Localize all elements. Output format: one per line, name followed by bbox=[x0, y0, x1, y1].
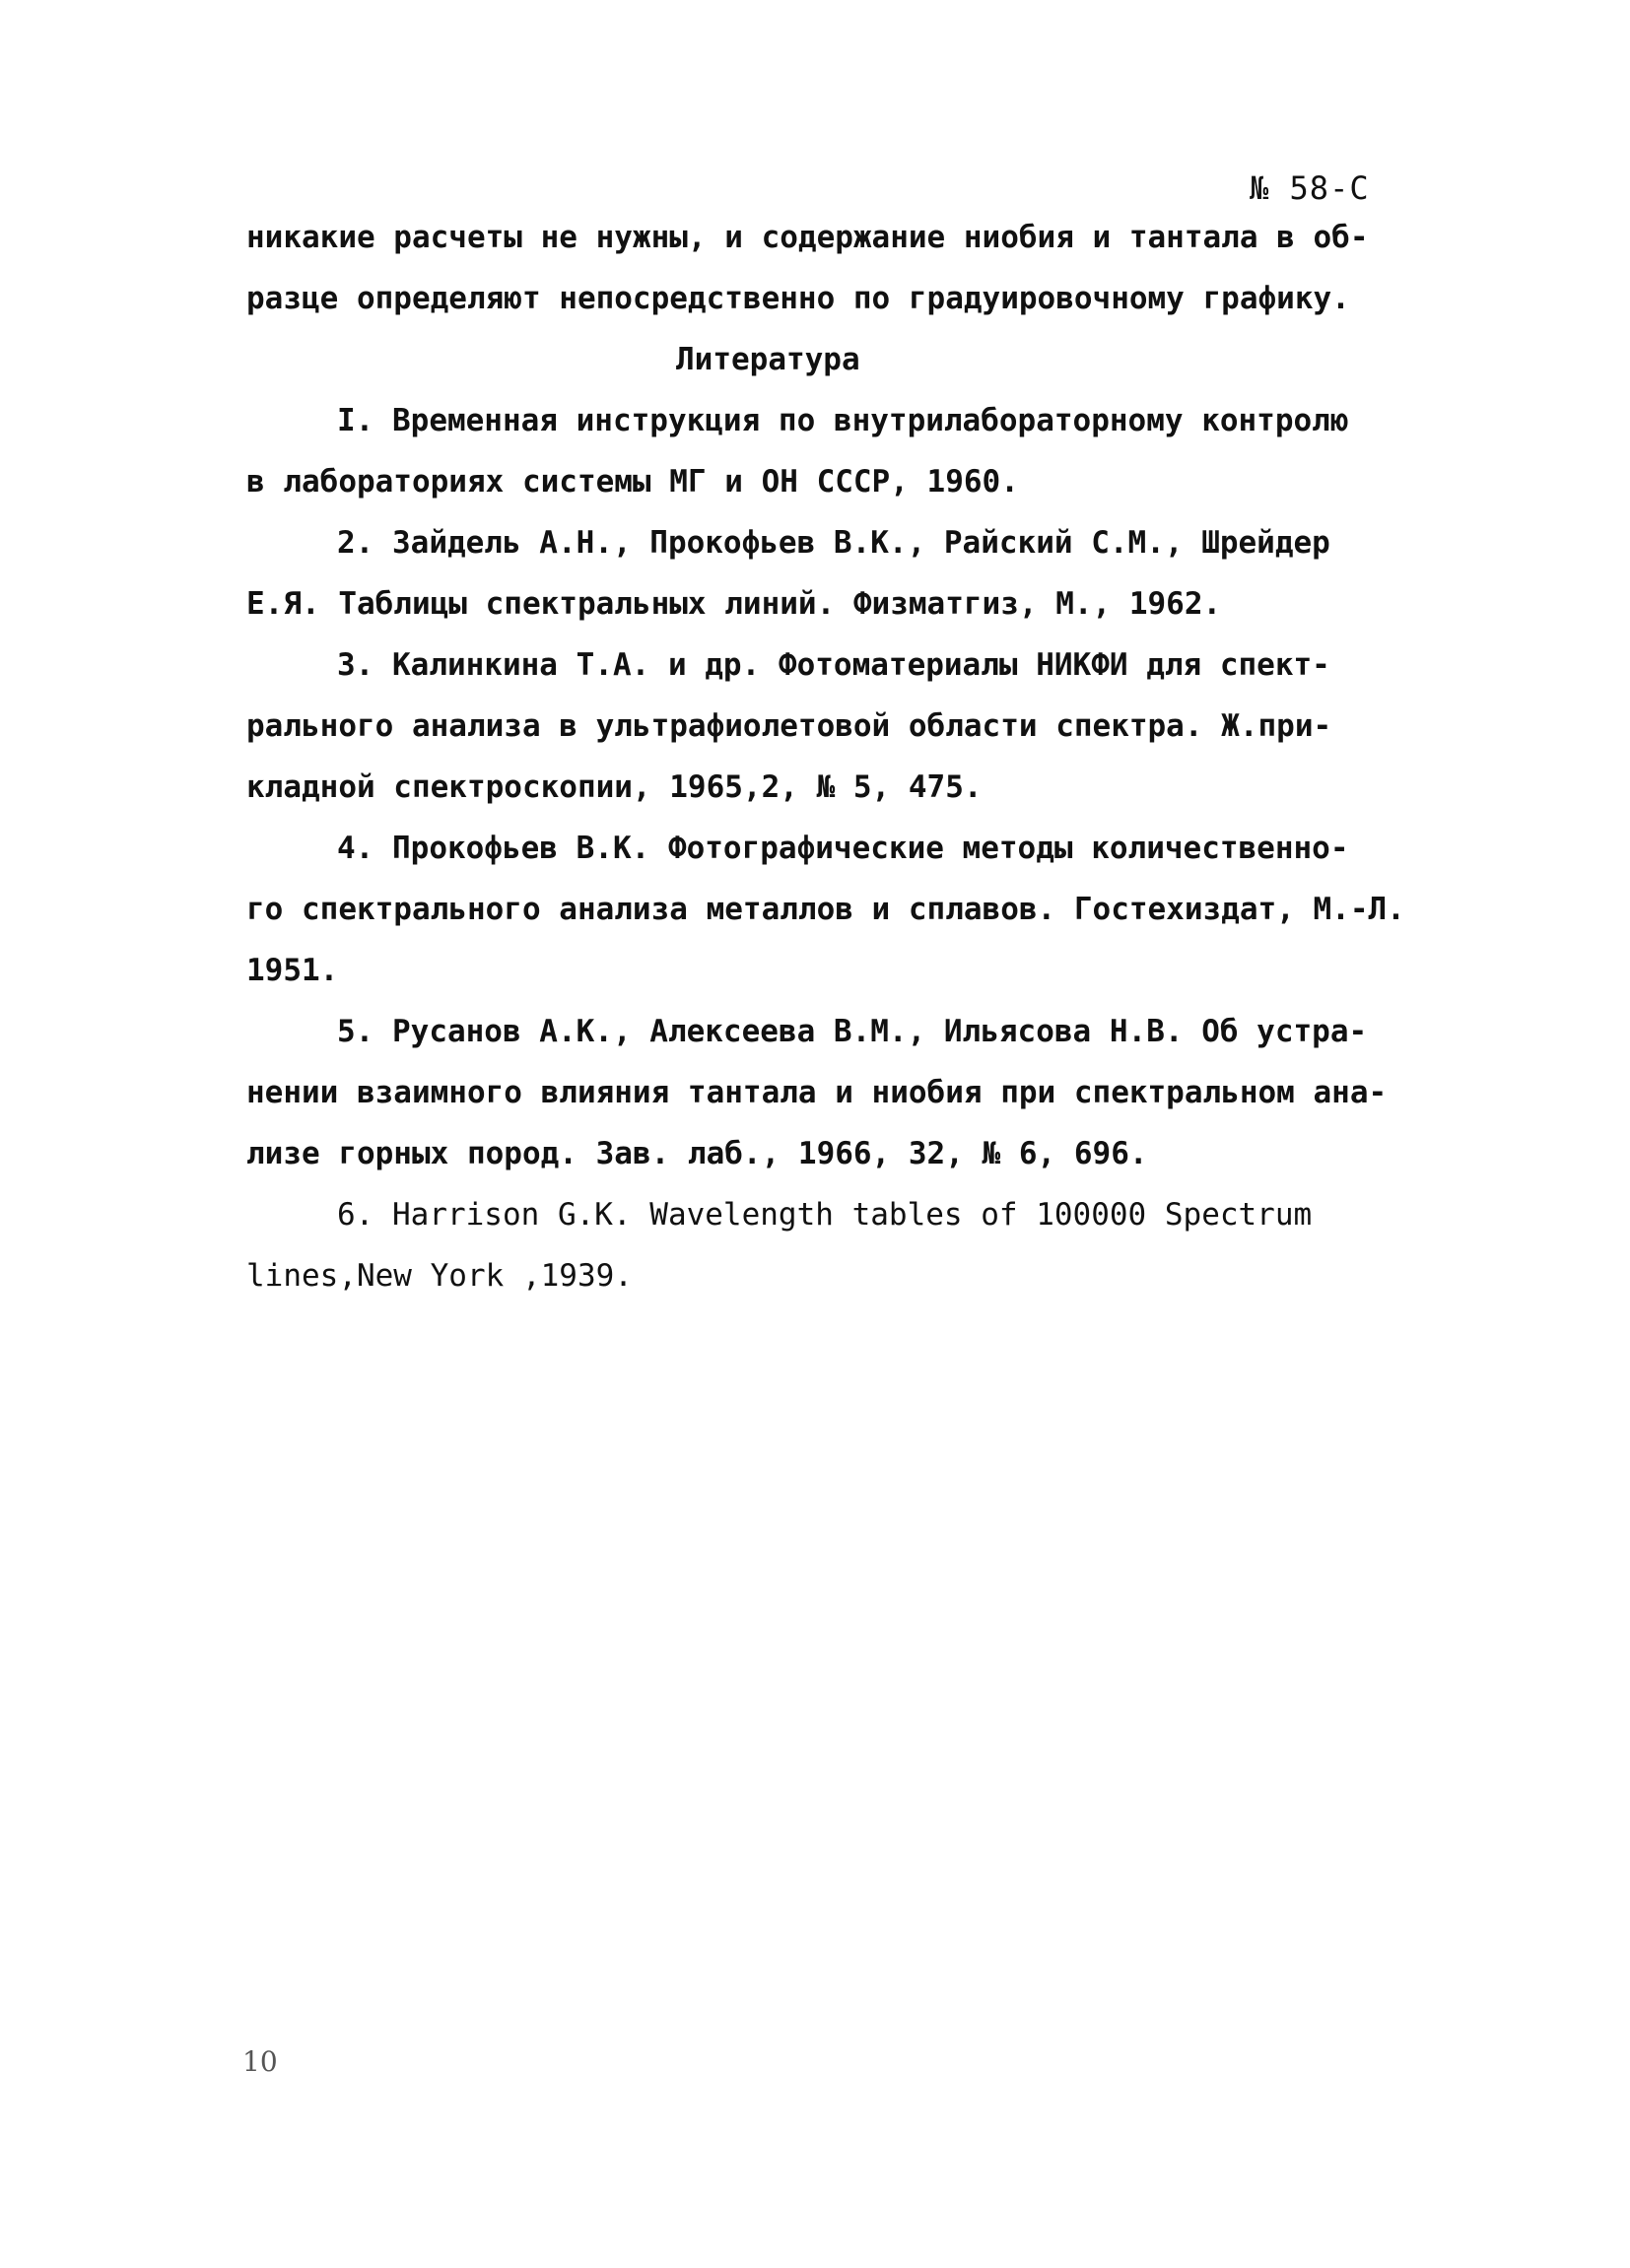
intro-paragraph bbox=[246, 207, 1390, 329]
reference-line: рального анализа в ультрафиолетовой области спектра. Ж.при- bbox=[246, 708, 1332, 744]
reference-item-3 bbox=[246, 634, 1390, 818]
page-number: 10 bbox=[242, 2045, 278, 2078]
reference-item-5 bbox=[246, 1001, 1390, 1184]
reference-item-4 bbox=[246, 818, 1405, 1001]
intro-line: разце определяют непосредственно по градуировочному графику. bbox=[246, 281, 1350, 316]
document-number: № 58-С bbox=[1250, 169, 1370, 207]
reference-line: в лабораториях системы МГ и ОН СССР, 1960. bbox=[246, 464, 1019, 500]
intro-line: никакие расчеты не нужны, и содержание ниобия и тантала в об- bbox=[246, 220, 1369, 255]
reference-item-2 bbox=[246, 512, 1390, 634]
reference-line: нении взаимного влияния тантала и ниобия при спектральном ана- bbox=[246, 1075, 1388, 1110]
reference-line: 4. Прокофьев В.К. Фотографические методы количественно- bbox=[337, 831, 1349, 866]
document-body bbox=[246, 207, 1405, 1306]
reference-item-6 bbox=[246, 1184, 1390, 1306]
reference-line: lines,New York ,1939. bbox=[246, 1258, 633, 1294]
reference-line: 6. Harrison G.K. Wavelength tables of 100000 Spectrum bbox=[337, 1197, 1313, 1233]
reference-line: I. Временная инструкция по внутрилабораторному контролю bbox=[337, 403, 1349, 438]
reference-line: 1951. bbox=[246, 953, 339, 988]
references-heading: Литература bbox=[676, 342, 860, 377]
reference-line: кладной спектроскопии, 1965,2, № 5, 475. bbox=[246, 769, 983, 805]
reference-line: 3. Калинкина Т.А. и др. Фотоматериалы НИКФИ для спект- bbox=[337, 647, 1330, 683]
reference-line: Е.Я. Таблицы спектральных линий. Физматгиз, М., 1962. bbox=[246, 586, 1222, 622]
reference-line: 2. Зайдель А.Н., Прокофьев В.К., Райский С.М., Шрейдер bbox=[337, 525, 1330, 561]
reference-item-1 bbox=[246, 390, 1390, 512]
reference-line: 5. Русанов А.К., Алексеева В.М., Ильясова Н.В. Об устра- bbox=[337, 1014, 1368, 1049]
reference-line: го спектрального анализа металлов и сплавов. Гостехиздат, М.-Л. bbox=[246, 892, 1405, 927]
reference-line: лизе горных пород. Зав. лаб., 1966, 32, № 6, 696. bbox=[246, 1136, 1148, 1171]
